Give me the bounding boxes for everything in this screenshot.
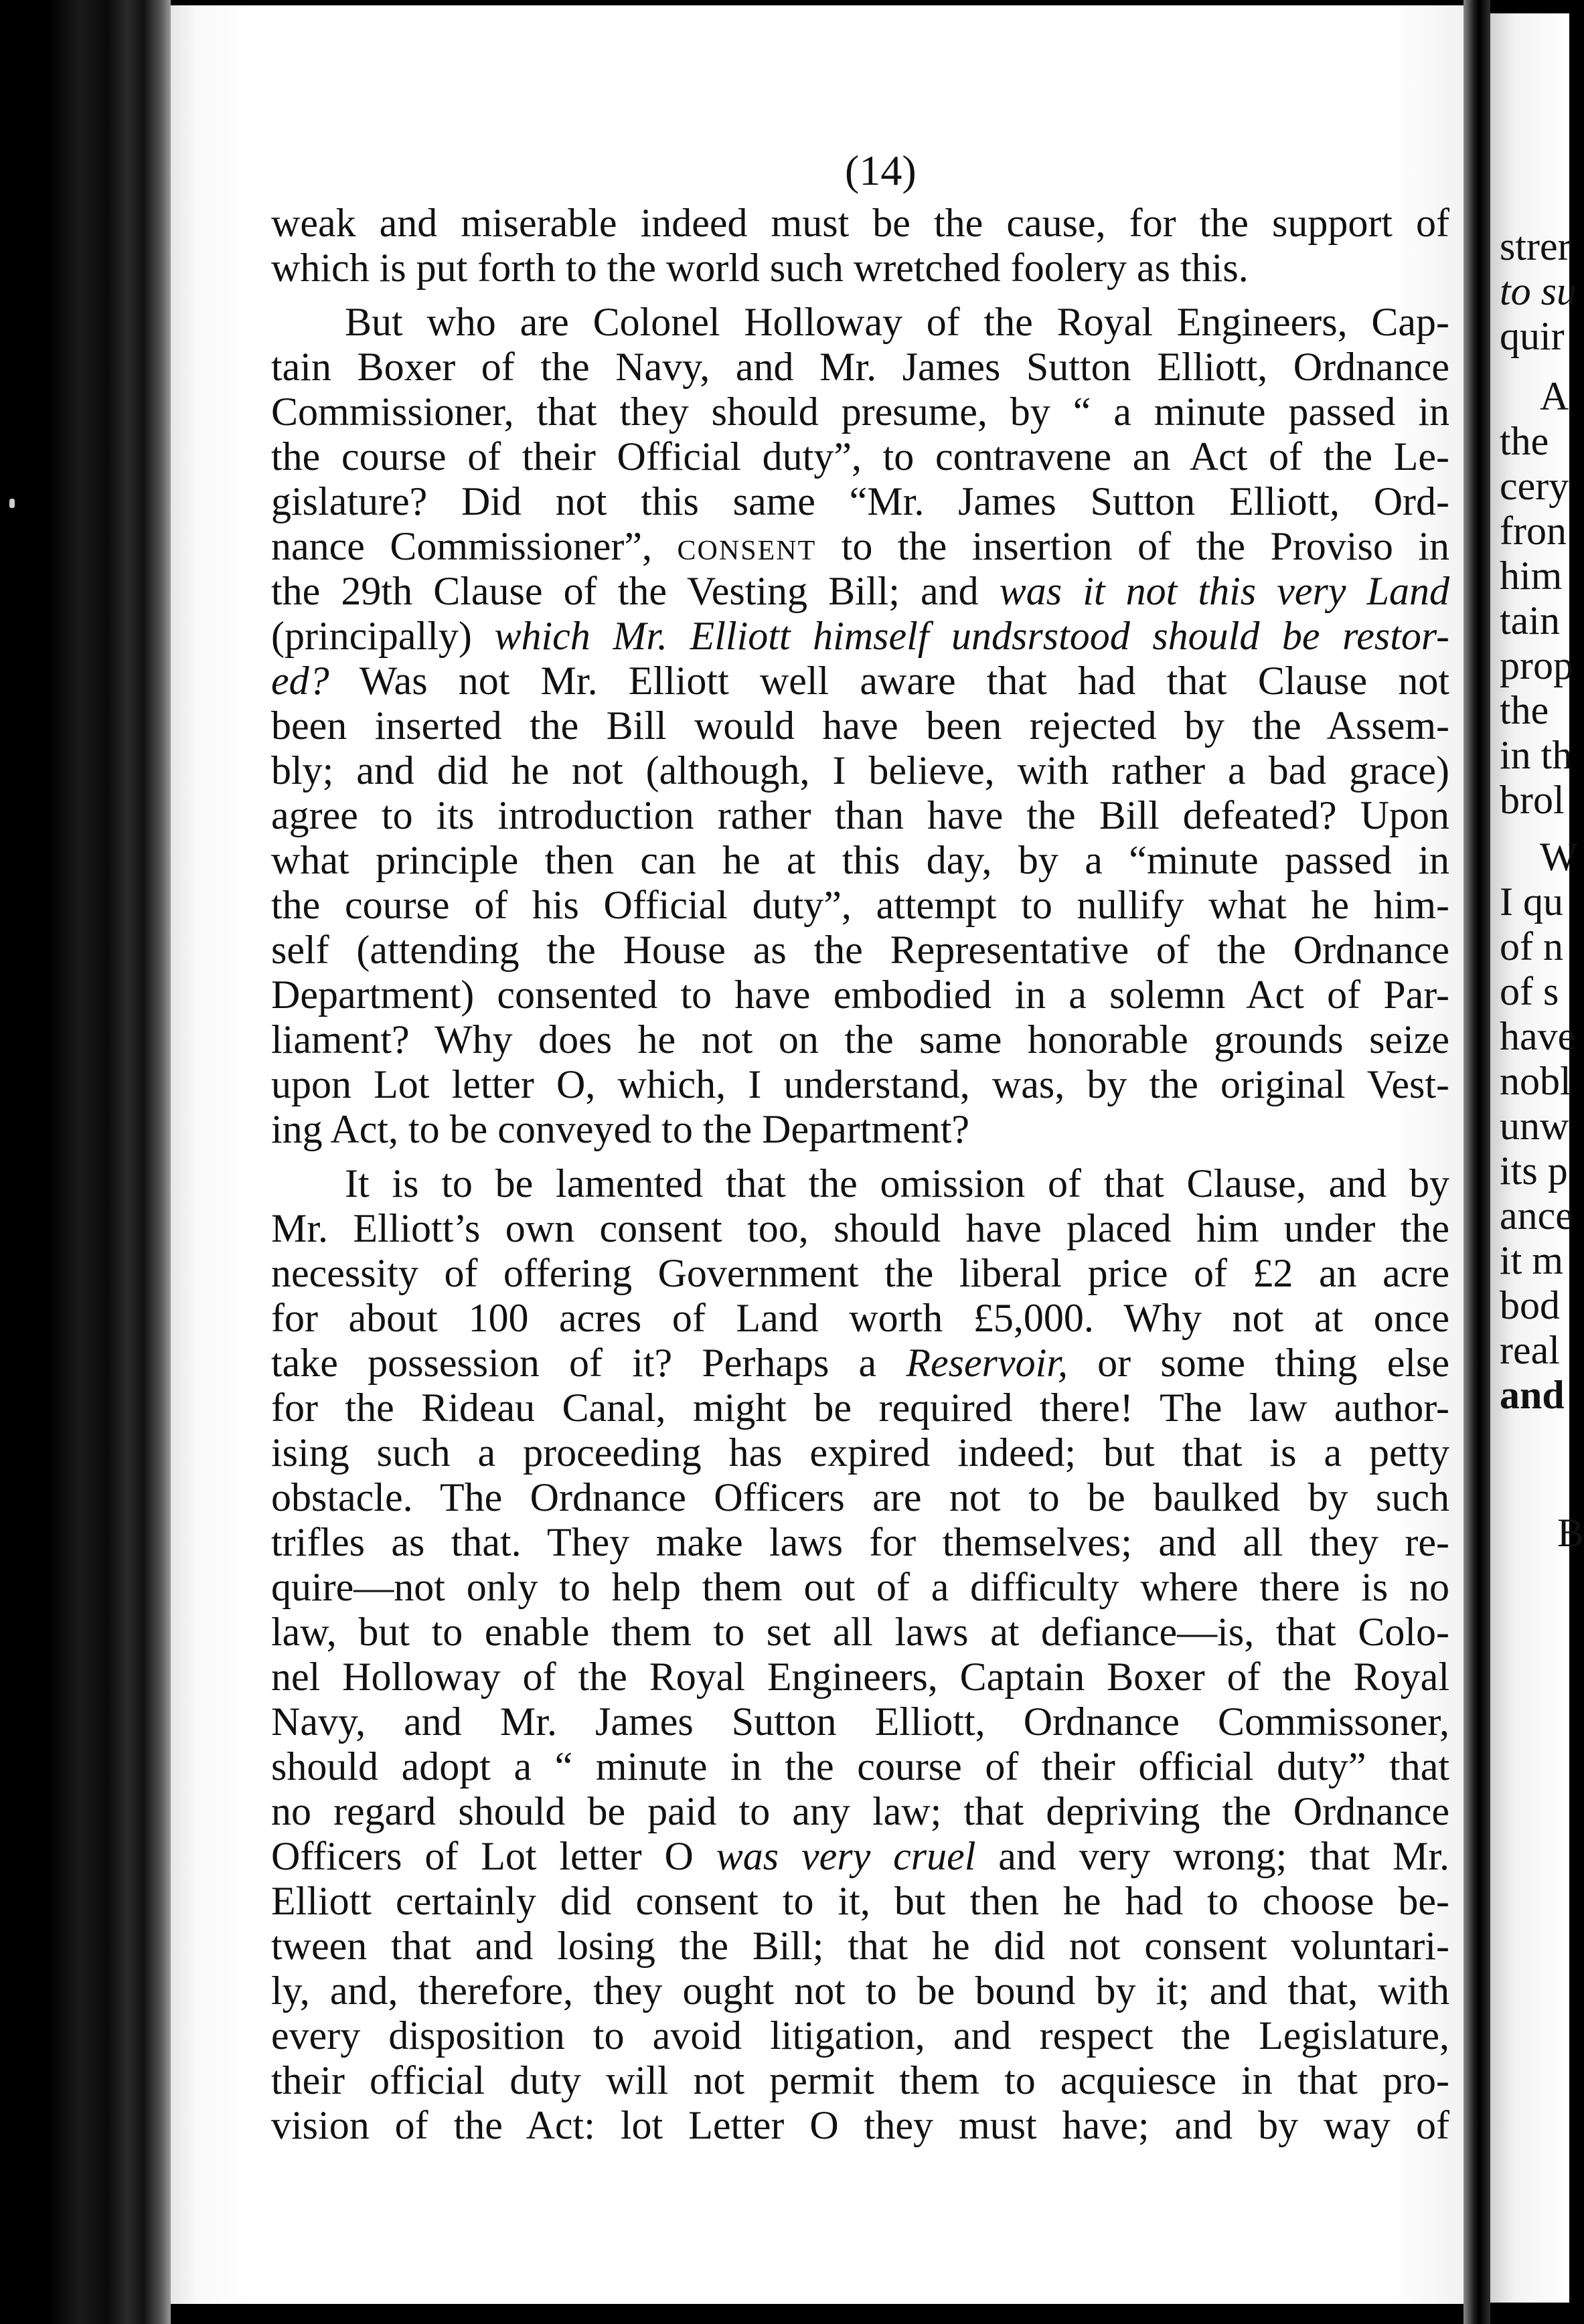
facing-page-fragment: I qu [1500,880,1563,924]
text-line: every disposition to avoid litigation, and respect the Legislature, [271,2013,1449,2058]
facing-page-fragment: prop [1500,643,1573,687]
text-line: liament? Why does he not on the same honorable grounds seize [271,1017,1449,1062]
text-line: Commissioner, that they should presume, by “ a minute passed in [271,390,1449,434]
text-line: vision of the Act: lot Letter O they must have; and by way of [271,2103,1449,2147]
text-line: Elliott certainly did consent to it, but then he had to choose be- [271,1879,1449,1923]
text-segment: to the insertion of the Proviso in [841,524,1449,568]
text-segment: was it not this very Land [999,569,1449,613]
facing-page-fragment: to su [1500,269,1577,313]
facing-page-fragment: B [1557,1511,1584,1555]
text-segment: which Mr. Elliott himself undsrstood should be restor- [494,614,1450,658]
body-text [271,201,1449,2148]
facing-page-fragment: fron [1500,509,1567,553]
text-line: ising such a proceeding has expired indeed; but that is a petty [271,1430,1449,1475]
page-number: (14) [845,147,917,194]
facing-page-fragment: the [1500,419,1549,463]
text-line: weak and miserable indeed must be the cause, for the support of [271,201,1449,245]
text-line: But who are Colonel Holloway of the Royal Engineers, Cap- [345,300,1449,344]
text-line: should adopt a “ minute in the course of their official duty” that [271,1744,1449,1789]
text-line: agree to its introduction rather than have the Bill defeated? Upon [271,793,1449,837]
facing-page-fragment: unw [1500,1104,1569,1148]
facing-page [1490,13,1584,2303]
facing-page-fragment: tain [1500,598,1560,643]
facing-page-fragment: real [1500,1328,1560,1372]
facing-page-fragment: cery [1500,464,1569,508]
text-line: gislature? Did not this same “Mr. James Sutton Elliott, Ord- [271,479,1449,523]
text-line: no regard should be paid to any law; that depriving the Ordnance [271,1789,1449,1833]
text-line: Navy, and Mr. James Sutton Elliott, Ordnance Commissoner, [271,1699,1449,1744]
text-line: law, but to enable them to set all laws at defiance—is, that Colo- [271,1610,1449,1654]
text-line: Mr. Elliott’s own consent too, should have placed him under the [271,1206,1449,1250]
text-line: been inserted the Bill would have been rejected by the Assem- [271,703,1449,748]
text-line [271,614,1449,659]
text-line [271,1341,1449,1386]
binding-speck [9,499,15,508]
facing-page-fragment: in th [1500,733,1573,777]
text-segment: Reservoir, [906,1341,1068,1385]
text-line: the course of their Official duty”, to contravene an Act of the Le- [271,434,1449,479]
text-segment: or some thing else [1097,1341,1450,1385]
facing-page-fragment: quir [1500,314,1565,358]
text-line: ing Act, to be conveyed to the Department? [271,1107,969,1151]
facing-page-fragment: A [1540,374,1569,418]
text-line: their official duty will not permit them to acquiesce in that pro- [271,2058,1449,2102]
text-line: bly; and did he not (although, I believe, with rather a bad grace) [271,748,1449,793]
text-line [271,569,1449,614]
facing-page-fragment: it m [1500,1238,1564,1282]
text-line: upon Lot letter O, which, I understand, was, by the original Vest- [271,1062,1449,1106]
facing-page-fragment: its p [1500,1149,1568,1193]
text-segment: and very wrong; that Mr. [998,1834,1450,1878]
text-line: It is to be lamented that the omission of that Clause, and by [345,1161,1449,1206]
text-segment: Officers of Lot letter O [271,1834,694,1878]
facing-page-fragment: brol [1500,778,1565,822]
text-segment: was very cruel [716,1834,976,1878]
text-segment: take possession of it? Perhaps a [271,1341,877,1385]
page-gutter [1463,0,1490,2324]
text-segment: Was not Mr. Elliott well aware that had that Clause not [359,659,1449,703]
text-line: what principle then can he at this day, by a “minute passed in [271,838,1449,882]
facing-page-fragment: of n [1500,924,1563,969]
text-line: the course of his Official duty”, attempt to nullify what he him- [271,883,1449,927]
text-line: ly, and, therefore, they ought not to be bound by it; and that, with [271,1969,1449,2013]
text-segment: (principally) [271,614,472,658]
text-line: for the Rideau Canal, might be required there! The law author- [271,1386,1449,1430]
text-segment: ed? [271,659,329,703]
text-line: Department) consented to have embodied in a solemn Act of Par- [271,973,1449,1017]
text-segment: the 29th Clause of the Vesting Bill; and [271,569,979,613]
text-line: quire—not only to help them out of a difficulty where there is no [271,1565,1449,1609]
text-line [271,659,1449,703]
text-segment: nance Commissioner”, [271,524,653,568]
facing-page-fragment: nobl [1500,1059,1571,1103]
text-line [271,524,1449,569]
text-line: for about 100 acres of Land worth £5,000. Why not at once [271,1296,1449,1340]
facing-page-fragment: W [1540,835,1578,879]
facing-page-fragment: of s [1500,969,1559,1013]
facing-page-fragment: have [1500,1014,1576,1058]
text-line: necessity of offering Government the liberal price of £2 an acre [271,1251,1449,1295]
book-binding [0,0,171,2324]
facing-page-fragment: bod [1500,1283,1560,1327]
text-line: tain Boxer of the Navy, and Mr. James Sutton Elliott, Ordnance [271,345,1449,389]
text-line: which is put forth to the world such wretched foolery as this. [271,246,1249,290]
text-line: tween that and losing the Bill; that he did not consent voluntari- [271,1924,1449,1968]
facing-page-fragment: the [1500,688,1549,732]
text-line: nel Holloway of the Royal Engineers, Captain Boxer of the Royal [271,1655,1449,1699]
text-segment: consent [677,524,817,568]
text-line: trifles as that. They make laws for themselves; and all they re- [271,1520,1449,1564]
facing-page-fragment: him [1500,554,1563,598]
facing-page-fragment: and [1500,1373,1565,1417]
facing-page-fragment: strer [1500,224,1571,268]
text-line: obstacle. The Ordnance Officers are not to be baulked by such [271,1475,1449,1519]
text-line [271,1834,1449,1879]
text-line: self (attending the House as the Representative of the Ordnance [271,928,1449,972]
facing-page-fragment: ance [1500,1193,1573,1238]
